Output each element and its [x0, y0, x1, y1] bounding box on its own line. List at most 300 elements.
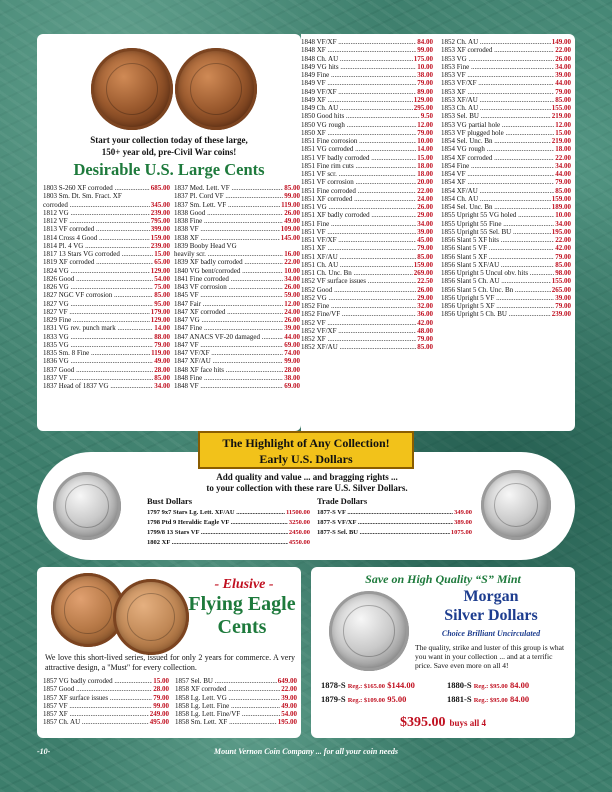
item-description: 1849 VF/XF ..... — [301, 88, 416, 96]
flying-eagle-title: Flying Eagle — [188, 593, 296, 615]
price-row — [441, 253, 571, 261]
item-price: 239.00 — [150, 208, 170, 217]
item-price: 269.00 — [413, 269, 433, 277]
item-price: 129.00 — [150, 266, 170, 275]
item-description: 1851 Ch. AU ..... — [301, 261, 413, 269]
item-price: 95.00 — [154, 299, 170, 308]
item-description: 1852 VG ..... — [301, 294, 416, 302]
item-price: 85.00 — [555, 95, 571, 104]
price-row — [43, 710, 169, 718]
caption-line-2: 150+ year old, pre-Civil War coins! — [101, 147, 237, 157]
price-row — [317, 528, 472, 538]
price-row — [301, 38, 433, 46]
item-description: 1826 Good ..... — [43, 275, 153, 283]
item-description: 1847 ANACS VF-20 damaged ..... — [174, 333, 283, 341]
price-row — [43, 184, 170, 192]
item-price: 79.00 — [555, 87, 571, 96]
price-row — [301, 343, 433, 351]
flying-eagle-title-2: Cents — [217, 616, 267, 638]
item-price: 14.00 — [417, 145, 433, 154]
item-price: 99.00 — [284, 192, 300, 201]
item-price: 99.00 — [153, 701, 169, 710]
item-price: 119.00 — [281, 200, 300, 209]
price-row — [301, 335, 433, 343]
item-description: 1856 Slant 5 Ch. Unc. Bn ..... — [441, 286, 551, 294]
item-price: 84.00 — [417, 38, 433, 46]
price-row — [441, 55, 571, 63]
price-row — [174, 267, 300, 275]
price-row — [301, 79, 433, 87]
item-description: 1852 Ch. AU ..... — [441, 38, 551, 46]
item-price: 239.00 — [551, 310, 571, 319]
item-description: 1853 Sel. BU ..... — [441, 112, 551, 120]
price-row — [174, 250, 300, 258]
item-description: 1847 VG ..... — [174, 316, 283, 324]
price-row — [441, 162, 571, 170]
item-price — [169, 192, 170, 200]
item-price: 79.00 — [555, 252, 571, 261]
large-cents-title: Desirable U.S. Large Cents — [73, 160, 265, 179]
price-row — [301, 253, 433, 261]
item-price: 38.00 — [417, 71, 433, 79]
item-description: 1855 Upright 55 Sel. BU ..... — [441, 228, 551, 236]
price-row — [43, 382, 170, 390]
item-price: 28.00 — [284, 365, 300, 374]
item-description: 1877-S Sel. BU ..... — [317, 528, 450, 538]
item-price: 49.00 — [281, 701, 297, 710]
item-description: 1852 Good ..... — [301, 286, 416, 294]
item-price: 75.00 — [154, 283, 170, 291]
item-description: 1853 VG partial hole ..... — [441, 121, 554, 129]
price-row — [43, 308, 170, 316]
price-row — [441, 195, 571, 203]
price-row — [441, 203, 571, 211]
item-description: 1854 XF/AU ..... — [441, 187, 554, 195]
item-price: 26.00 — [284, 316, 300, 324]
item-price: 34.00 — [417, 219, 433, 228]
price-row — [43, 333, 170, 341]
price-row — [43, 258, 170, 266]
price-row — [441, 104, 571, 112]
item-description: 1835 Sm. 8 Fine ..... — [43, 349, 150, 357]
price-row — [43, 275, 170, 283]
item-description: 1851 Ch. Unc. Bn ..... — [301, 269, 413, 277]
price-row — [174, 349, 300, 357]
item-price: 88.00 — [154, 332, 170, 341]
price-row — [441, 88, 571, 96]
price-row — [441, 244, 571, 252]
item-description: 1814 Pl. 4 VG ..... — [43, 242, 150, 250]
item-price: 18.00 — [417, 161, 433, 170]
item-price: 79.00 — [154, 340, 170, 349]
flying-eagle-column-1 — [43, 677, 169, 727]
item-price: 29.00 — [417, 211, 433, 220]
morgan-title-2: Silver Dollars — [444, 607, 538, 624]
item-price: 65.00 — [154, 258, 170, 267]
item-description: 1854 XF ..... — [441, 178, 554, 186]
price-row — [301, 211, 433, 219]
item-description: 1827 VF ..... — [43, 308, 150, 316]
item-description: 1837 Med. Lett. VF ..... — [174, 184, 283, 192]
price-row — [174, 192, 300, 200]
item-price: 239.00 — [150, 241, 170, 250]
banner-line-1: The Highlight of Any Collection! — [222, 436, 390, 450]
price-row — [43, 201, 170, 209]
item-price: 399.00 — [150, 225, 170, 234]
item-price: 79.00 — [417, 128, 433, 137]
item-price: 18.00 — [417, 170, 433, 178]
item-price: 42.00 — [555, 244, 571, 253]
item-description: heavily scr. ..... — [174, 250, 283, 258]
item-description: 1857 XF ..... — [43, 710, 149, 718]
item-description: 1853 VG ..... — [441, 55, 554, 63]
item-price: 59.00 — [284, 291, 300, 300]
price-row — [301, 112, 433, 120]
price-row — [175, 702, 297, 710]
item-description: 1857 Good ..... — [43, 685, 152, 693]
price-row — [43, 316, 170, 324]
item-description: 1856 Upright 5 Uncul obv. hits ..... — [441, 269, 554, 277]
item-description: 1837 Pl. Cord VF ..... — [174, 192, 283, 200]
large-cents-right-panel — [301, 34, 575, 431]
morgan-subtitle: Choice Brilliant Uncirculated — [441, 629, 541, 638]
item-price: 22.00 — [417, 186, 433, 195]
item-price: 20.00 — [417, 178, 433, 187]
price-row — [441, 79, 571, 87]
item-description: 1827 NGC VF corrosion ..... — [43, 291, 153, 299]
item-price: 42.00 — [417, 318, 433, 327]
item-price: 649.00 — [277, 677, 297, 685]
price-row — [441, 145, 571, 153]
price-row — [441, 121, 571, 129]
item-price: 219.00 — [551, 137, 571, 145]
item-price: 98.00 — [555, 269, 571, 277]
item-price: 54.00 — [154, 274, 170, 283]
item-price: 34.00 — [154, 382, 170, 390]
item-price: 10.00 — [417, 137, 433, 145]
item-price: 34.00 — [555, 62, 571, 71]
item-price: 12.00 — [417, 120, 433, 129]
item-description: 1812 VF ..... — [43, 217, 150, 225]
price-row — [301, 195, 433, 203]
bust-dollar-image — [53, 472, 121, 540]
price-row — [174, 357, 300, 365]
price-row — [441, 187, 571, 195]
item-description: 1839 Booby Head VG — [174, 241, 237, 250]
item-description: 1838 XF ..... — [174, 234, 280, 242]
item-price: 28.00 — [154, 365, 170, 374]
item-price: 26.00 — [417, 285, 433, 294]
item-description: 1799/8 13 Stars VF ..... — [147, 528, 288, 538]
item-description: 1877-S VF/XF ..... — [317, 518, 453, 528]
price-row — [174, 300, 300, 308]
price-row — [441, 170, 571, 178]
dollars-intro-line-2: to your collection with these rare U.S. Silver Dollars. — [206, 483, 408, 493]
price-row — [441, 112, 571, 120]
price-row — [441, 154, 571, 162]
price-row — [317, 518, 472, 528]
item-price: 79.00 — [153, 693, 169, 702]
item-description: 1838 VF ..... — [174, 225, 280, 233]
item-price: 29.00 — [417, 293, 433, 302]
item-price: 10.00 — [555, 211, 571, 220]
price-row — [147, 538, 310, 548]
item-price: 155.00 — [551, 104, 571, 112]
price-row — [43, 366, 170, 374]
item-price: 109.00 — [280, 225, 300, 234]
item-price: 159.00 — [551, 194, 571, 203]
item-description: 1858 Lg. Lett. Fine/VF ..... — [175, 710, 280, 718]
price-row — [441, 63, 571, 71]
item-description: 1827 VG ..... — [43, 300, 153, 308]
price-row — [301, 228, 433, 236]
item-description: 1848 Fine ..... — [174, 374, 283, 382]
large-cents-column-1 — [43, 184, 170, 390]
item-description: 1853 VF plugged hole ..... — [441, 129, 554, 137]
morgan-bundle-label: buys all 4 — [449, 718, 486, 728]
price-row — [43, 283, 170, 291]
item-price: 129.00 — [413, 95, 433, 104]
item-price: 219.00 — [551, 112, 571, 121]
price-row — [174, 341, 300, 349]
item-description: 1852 Fine ..... — [301, 302, 416, 310]
price-row — [174, 291, 300, 299]
item-price: 10.00 — [417, 62, 433, 71]
item-description: 1847 VF/XF ..... — [174, 349, 283, 357]
item-description: 1831 VG rev. punch mark ..... — [43, 324, 153, 332]
item-description: 1837 Head of 1837 VG ..... — [43, 382, 153, 390]
item-description: 1802 XF ..... — [147, 538, 288, 548]
item-price: 79.00 — [555, 178, 571, 187]
item-description: 1853 XF corroded ..... — [441, 46, 554, 54]
price-row — [301, 319, 433, 327]
item-description: 1803 S-260 XF corroded ..... — [43, 184, 150, 192]
price-row — [441, 261, 571, 269]
item-description: 1851 XF badly corroded ..... — [301, 211, 416, 219]
item-description: 1829 Fine ..... — [43, 316, 150, 324]
morgan-item-1878s: 1878-S Reg.: $165.00 $144.00 — [321, 680, 415, 690]
item-price: 189.00 — [551, 203, 571, 211]
item-description: 1839 XF badly corroded ..... — [174, 258, 283, 266]
item-description: 1851 Fine rim cuts ..... — [301, 162, 416, 170]
item-price: 85.00 — [417, 343, 433, 352]
item-description: 1836 VG ..... — [43, 357, 153, 365]
item-description: 1851 Fine corrosion ..... — [301, 137, 416, 145]
item-description: 1856 Upright 5 XF ..... — [441, 302, 554, 310]
price-row — [441, 286, 571, 294]
morgan-dollar-image — [329, 591, 409, 671]
item-price: 26.00 — [555, 54, 571, 63]
price-row — [441, 38, 571, 46]
price-row — [43, 234, 170, 242]
price-row — [174, 209, 300, 217]
item-price: 69.00 — [284, 382, 300, 390]
item-description: 1819 XF corroded ..... — [43, 258, 153, 266]
item-description: 1856 Upright 5 VF ..... — [441, 294, 554, 302]
item-price: 32.00 — [417, 302, 433, 310]
item-price: 12.00 — [284, 299, 300, 308]
item-description: 1858 XF corroded ..... — [175, 685, 280, 693]
item-description: 1826 VG ..... — [43, 283, 153, 291]
price-row — [174, 217, 300, 225]
item-description: corroded ..... — [43, 201, 150, 209]
item-price: 145.00 — [280, 233, 300, 242]
item-price: 495.00 — [149, 718, 169, 727]
item-description: 1854 Sel. Unc. Bn ..... — [441, 203, 551, 211]
bust-dollars-heading: Bust Dollars — [147, 496, 193, 506]
price-row — [301, 46, 433, 54]
item-price: 159.00 — [413, 260, 433, 269]
price-row — [301, 178, 433, 186]
item-price — [299, 242, 300, 250]
item-description: 1853 XF/AU ..... — [441, 96, 554, 104]
price-row — [43, 374, 170, 382]
price-row — [174, 374, 300, 382]
price-row — [175, 677, 297, 685]
item-description: 1857 VF ..... — [43, 702, 152, 710]
price-row — [174, 225, 300, 233]
item-description: 1847 VF ..... — [174, 341, 283, 349]
price-row — [301, 96, 433, 104]
item-description: 1857 Sel. BU ..... — [175, 677, 277, 685]
item-description: 1848 XF face hits ..... — [174, 366, 283, 374]
item-description: 1853 VF/XF ..... — [441, 79, 554, 87]
price-row — [301, 327, 433, 335]
item-description: 1835 VG ..... — [43, 341, 153, 349]
price-row — [301, 220, 433, 228]
item-price: 12.00 — [555, 120, 571, 129]
item-price: 9.50 — [420, 112, 433, 121]
page-number: -10- — [37, 747, 51, 756]
item-price: 15.00 — [417, 153, 433, 162]
price-row — [301, 121, 433, 129]
item-description: 1851 XF corroded ..... — [301, 195, 416, 203]
item-description: 1855 Upright 55 VG holed ..... — [441, 211, 554, 219]
item-description: 1857 XF surface issues ..... — [43, 694, 152, 702]
price-row — [441, 228, 571, 236]
price-row — [441, 269, 571, 277]
price-row — [301, 55, 433, 63]
price-row — [147, 508, 310, 518]
item-price: 249.00 — [149, 710, 169, 718]
price-row — [301, 302, 433, 310]
item-price: 28.00 — [153, 685, 169, 694]
item-price: 22.00 — [284, 258, 300, 267]
large-cent-obverse-image — [91, 48, 173, 130]
item-description: 1840 VG bent/corroded ..... — [174, 267, 283, 275]
footer-tagline: Mount Vernon Coin Company ... for all your coin needs — [213, 747, 399, 756]
item-price: 49.00 — [154, 357, 170, 366]
item-price: 74.00 — [284, 349, 300, 357]
item-description: 1854 Fine ..... — [441, 162, 554, 170]
item-description: 1850 XF ..... — [301, 129, 416, 137]
item-description: 1803 Sm. Dt. Sm. Fract. XF — [43, 192, 122, 201]
item-description: 1851 VG ..... — [301, 203, 416, 211]
price-row — [43, 694, 169, 702]
price-row — [301, 294, 433, 302]
price-row — [301, 269, 433, 277]
price-row — [43, 357, 170, 365]
item-price: 22.00 — [555, 46, 571, 55]
price-row — [441, 129, 571, 137]
item-price: 44.00 — [284, 332, 300, 341]
item-price: 79.00 — [417, 335, 433, 343]
banner-line-2: Early U.S. Dollars — [259, 452, 353, 466]
elusive-label: - Elusive - — [214, 577, 274, 592]
item-price: 45.00 — [417, 236, 433, 244]
item-description: 1849 VG hits ..... — [301, 63, 416, 71]
item-price: 99.00 — [417, 46, 433, 55]
item-price: 22.00 — [555, 153, 571, 162]
price-row — [301, 145, 433, 153]
bust-dollars-list — [147, 508, 310, 548]
price-row — [174, 324, 300, 332]
item-description: 1847 Fair ..... — [174, 300, 283, 308]
item-description: 1852 Fine/VF ..... — [301, 310, 416, 318]
item-price: 26.00 — [417, 203, 433, 211]
item-price: 79.00 — [417, 79, 433, 88]
item-description: 1848 VF/XF ..... — [301, 38, 416, 46]
price-row — [301, 63, 433, 71]
item-description: 1797 9x7 Stars Lg. Lett. XF/AU ..... — [147, 508, 285, 518]
item-description: 1851 VF ..... — [301, 228, 416, 236]
item-price: 119.00 — [151, 349, 170, 357]
item-price: 175.00 — [413, 54, 433, 63]
price-row — [441, 277, 571, 285]
price-row — [43, 702, 169, 710]
price-row — [43, 192, 170, 200]
item-description: 1851 VF corrosion ..... — [301, 178, 416, 186]
item-description: 1858 Sm. Lett. XF ..... — [175, 718, 277, 726]
price-row — [43, 291, 170, 299]
item-description: 1852 VF/XF ..... — [301, 327, 416, 335]
item-description: 1814 Cross 4 Good ..... — [43, 234, 150, 242]
item-price: 85.00 — [555, 186, 571, 195]
price-row — [301, 71, 433, 79]
flying-eagle-blurb: We love this short-lived series, issued for only 2 years for commerce. A very attractive design, a "Must" for every collection. — [45, 653, 295, 672]
price-row — [174, 283, 300, 291]
item-description: 1851 Fine corroded ..... — [301, 187, 416, 195]
morgan-item-1881s: 1881-S Reg.: $95.00 84.00 — [447, 694, 530, 704]
trade-dollars-heading: Trade Dollars — [317, 496, 368, 506]
item-price: 44.00 — [555, 170, 571, 178]
item-description: 1847 XF/AU ..... — [174, 357, 283, 365]
item-description: 1838 Fine ..... — [174, 217, 283, 225]
item-price: 49.00 — [284, 217, 300, 225]
item-price: 79.00 — [417, 244, 433, 253]
price-row — [43, 341, 170, 349]
item-price: 195.00 — [551, 227, 571, 236]
price-row — [301, 277, 433, 285]
price-row — [441, 236, 571, 244]
item-description: 1854 VF ..... — [441, 170, 554, 178]
item-price: 69.00 — [284, 340, 300, 349]
price-row — [174, 258, 300, 266]
price-row — [301, 88, 433, 96]
item-price: 34.00 — [555, 161, 571, 170]
price-row — [175, 710, 297, 718]
item-description: 1852 VF ..... — [301, 319, 416, 327]
item-price: 24.00 — [417, 194, 433, 203]
morgan-blurb: The quality, strike and luster of this group is what you want in your collection ... and at a terrific price. Save even more on all 4! — [415, 643, 565, 670]
item-description: 1838 Good ..... — [174, 209, 283, 217]
item-price: 149.00 — [551, 38, 571, 46]
caption-line-1: Start your collection today of these large, — [90, 135, 248, 145]
price-row — [441, 302, 571, 310]
price-row — [301, 286, 433, 294]
price-row — [441, 211, 571, 219]
item-description: 1851 Fine ..... — [301, 220, 416, 228]
